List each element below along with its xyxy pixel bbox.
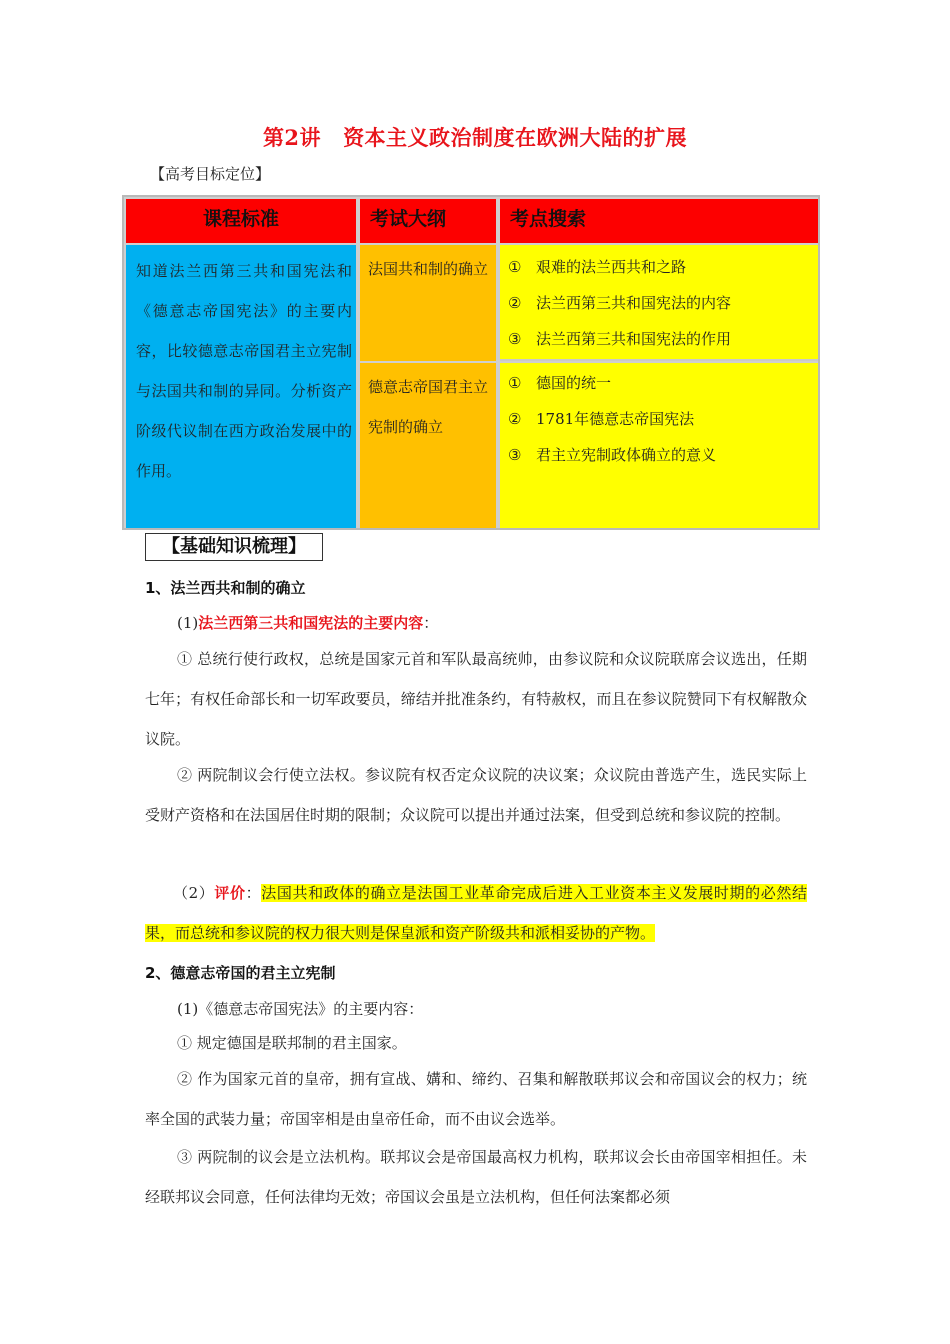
item-number: ① [508,374,522,392]
eval-text: 法国共和政体的确立是法国工业革命完成后进入工业资本主义发展时期的必然结果，而总统和参议院的权力很大则是保皇派和资产阶级共和派相妥协的产物。 [145,884,807,942]
exam-target-label: 【高考目标定位】 [150,165,271,183]
paragraph-bicameral-germany: ③ 两院制的议会是立法机构。联邦议会是帝国最高权力机构，联邦议会长由帝国宰相担任。未经联邦议会同意，任何法律均无效；帝国议会虽是立法机构，但任何法案都必须 [145,1148,807,1206]
outline-french-republic: 法国共和制的确立 [360,245,496,361]
item-number: ② [508,294,522,312]
list-item [508,285,814,321]
sub-colon: ： [423,614,439,632]
key-points-germany [500,363,818,528]
subheading-french-constitution [145,603,807,643]
item-number: ① [508,258,522,276]
list-item [508,321,814,357]
paragraph-federal-monarchy: ① 规定德国是联邦制的君主国家。 [177,1034,407,1052]
paragraph-evaluation [145,873,807,953]
header-curriculum-standard: 课程标准 [126,199,356,243]
heading-german-monarchy: 2、德意志帝国的君主立宪制 [145,964,336,982]
item-text: 艰难的法兰西共和之路 [536,258,687,276]
paragraph-bicameral-france: ② 两院制议会行使立法权。参议院有权否定众议院的决议案；众议院由普选产生，选民实际上受财产资格和在法国居住时期的限制；众议院可以提出并通过法案，但受到总统和参议院的控制。 [145,766,807,824]
heading-french-republic: 1、法兰西共和制的确立 [145,579,306,597]
lecture-number: 第2讲 [262,125,322,150]
item-text: 君主立宪制政体确立的意义 [536,446,717,464]
list-item [508,365,814,401]
item-text: 1781年德意志帝国宪法 [536,410,695,428]
paragraph-emperor-power: ② 作为国家元首的皇帝，拥有宣战、媾和、缔约、召集和解散联邦议会和帝国议会的权力；统率全国的武装力量；帝国宰相是由皇帝任命，而不由议会选举。 [145,1070,807,1128]
item-text: 法兰西第三共和国宪法的内容 [536,294,732,312]
item-number: ③ [508,446,522,464]
eval-number: （2） [173,884,215,902]
paragraph-president-power: ① 总统行使行政权，总统是国家元首和军队最高统帅，由参议院和众议院联席会议选出，任期七年；有权任命部长和一切军政要员，缔结并批准条约，有特赦权，而且在参议院赞同下有权解散众议院。 [145,650,807,748]
sub-number: (1) [177,614,199,632]
lecture-topic: 资本主义政治制度在欧洲大陆的扩展 [343,125,688,150]
eval-label: 评价 [214,884,246,902]
header-exam-outline: 考试大纲 [360,199,496,243]
subheading-german-constitution: (1)《德意志帝国宪法》的主要内容： [177,1000,424,1018]
section-title-basics: 【基础知识梳理】 [145,533,323,561]
item-number: ③ [508,330,522,348]
item-number: ② [508,410,522,428]
item-text: 法兰西第三共和国宪法的作用 [536,330,732,348]
page-title [0,122,950,152]
curriculum-standard-text: 知道法兰西第三共和国宪法和《德意志帝国宪法》的主要内容，比较德意志帝国君主立宪制与法国共和制的异同。分析资产阶级代议制在西方政治发展中的作用。 [126,245,356,528]
curriculum-table [122,195,820,530]
key-points-france [500,245,818,361]
header-key-points: 考点搜索 [500,199,818,243]
item-text: 德国的统一 [536,374,612,392]
list-item [508,249,814,285]
list-item [508,401,814,437]
eval-colon: ： [245,884,262,902]
list-item [508,437,814,473]
outline-german-monarchy: 德意志帝国君主立宪制的确立 [360,363,496,528]
sub-label: 法兰西第三共和国宪法的主要内容 [198,614,424,632]
